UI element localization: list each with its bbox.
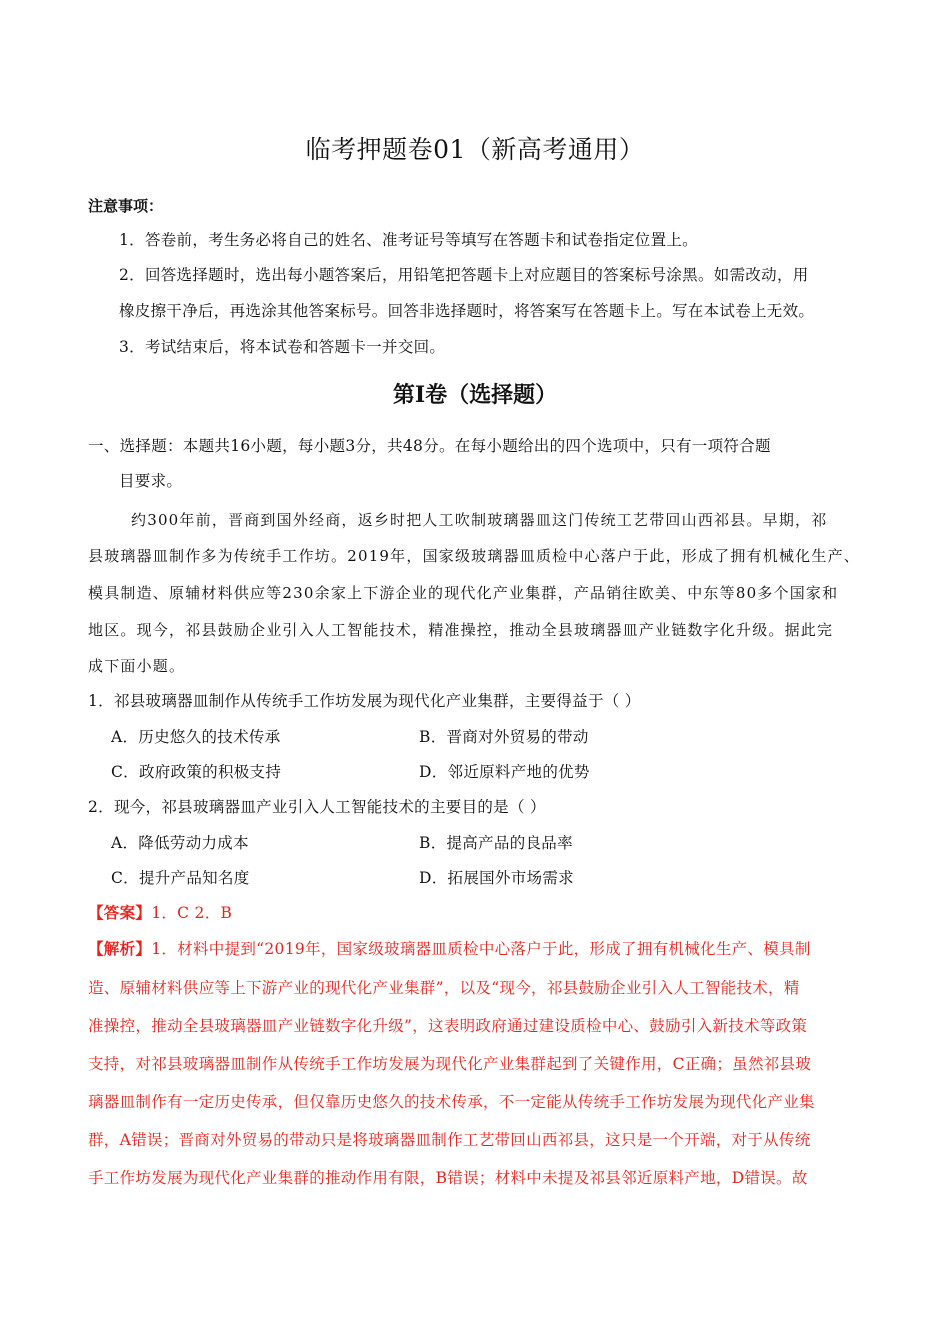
question-1-stem: 1．祁县玻璃器皿制作从传统手工作坊发展为现代化产业集群，主要得益于（ ） — [88, 692, 641, 710]
notice-item-3: 3．考试结束后，将本试卷和答题卡一并交回。 — [119, 338, 446, 356]
question-1-option-b: B．晋商对外贸易的带动 — [419, 728, 589, 746]
analysis-text-1: 1．材料中提到“2019年，国家级玻璃器皿质检中心落户于此，形成了拥有机械化生产、模具制 — [151, 940, 811, 958]
answer-line — [88, 900, 232, 926]
notice-item-2-line-1: 2．回答选择题时，选出每小题答案后，用铅笔把答题卡上对应题目的答案标号涂黑。如需改动，用 — [119, 266, 809, 284]
analysis-line-5: 璃器皿制作有一定历史传承，但仅靠历史悠久的技术传承，不一定能从传统手工作坊发展为现代化产业集 — [88, 1093, 815, 1111]
passage-line-5: 成下面小题。 — [88, 657, 186, 675]
question-2-option-a: A．降低劳动力成本 — [111, 834, 249, 852]
analysis-line-1 — [88, 936, 811, 962]
part-instructions-line-1: 一、选择题：本题共16小题，每小题3分，共48分。在每小题给出的四个选项中，只有一项符合题 — [88, 437, 771, 455]
analysis-line-6: 群，A错误；晋商对外贸易的带动只是将玻璃器皿制作工艺带回山西祁县，这只是一个开端，对于从传统 — [88, 1131, 811, 1149]
question-1-option-a: A．历史悠久的技术传承 — [111, 728, 281, 746]
analysis-line-7: 手工作坊发展为现代化产业集群的推动作用有限，B错误；材料中未提及祁县邻近原料产地，D错误。故 — [88, 1169, 808, 1187]
question-2-option-b: B．提高产品的良品率 — [419, 834, 573, 852]
page-title: 临考押题卷01（新高考通用） — [305, 135, 645, 164]
question-2-stem: 2．现今，祁县玻璃器皿产业引入人工智能技术的主要目的是（ ） — [88, 798, 546, 816]
passage-line-2: 县玻璃器皿制作多为传统手工作坊。2019年，国家级玻璃器皿质检中心落户于此，形成了拥有机械化生产、 — [88, 547, 860, 565]
question-2-option-c: C．提升产品知名度 — [111, 869, 250, 887]
answer-tag: 【答案】 — [88, 903, 152, 922]
answer-text: 1．C 2．B — [151, 904, 233, 922]
notice-item-1: 1．答卷前，考生务必将自己的姓名、准考证号等填写在答题卡和试卷指定位置上。 — [119, 231, 698, 249]
analysis-line-3: 准操控，推动全县玻璃器皿产业链数字化升级”，这表明政府通过建设质检中心、鼓励引入新技术等政策 — [88, 1017, 808, 1035]
question-1-option-d: D．邻近原料产地的优势 — [419, 763, 590, 781]
notice-heading: 注意事项： — [88, 197, 164, 215]
question-1-option-c: C．政府政策的积极支持 — [111, 763, 282, 781]
passage-line-1: 约300年前，晋商到国外经商，返乡时把人工吹制玻璃器皿这门传统工艺带回山西祁县。早期，祁 — [131, 511, 828, 529]
analysis-line-2: 造、原辅材料供应等上下游产业的现代化产业集群”，以及“现今，祁县鼓励企业引入人工智能技术，精 — [88, 979, 800, 997]
passage-line-4: 地区。现今，祁县鼓励企业引入人工智能技术，精准操控，推动全县玻璃器皿产业链数字化升级。据此完 — [88, 621, 834, 639]
part-instructions-line-2: 目要求。 — [119, 472, 183, 490]
notice-item-2-line-2: 橡皮擦干净后，再选涂其他答案标号。回答非选择题时，将答案写在答题卡上。写在本试卷上无效。 — [119, 302, 815, 320]
analysis-tag: 【解析】 — [88, 939, 152, 958]
section-title: 第Ⅰ卷（选择题） — [392, 382, 558, 408]
analysis-line-4: 支持，对祁县玻璃器皿制作从传统手工作坊发展为现代化产业集群起到了关键作用，C正确；虽然祁县玻 — [88, 1055, 812, 1073]
passage-line-3: 模具制造、原辅材料供应等230余家上下游企业的现代化产业集群，产品销往欧美、中东等80多个国家和 — [88, 584, 839, 602]
question-2-option-d: D．拓展国外市场需求 — [419, 869, 574, 887]
